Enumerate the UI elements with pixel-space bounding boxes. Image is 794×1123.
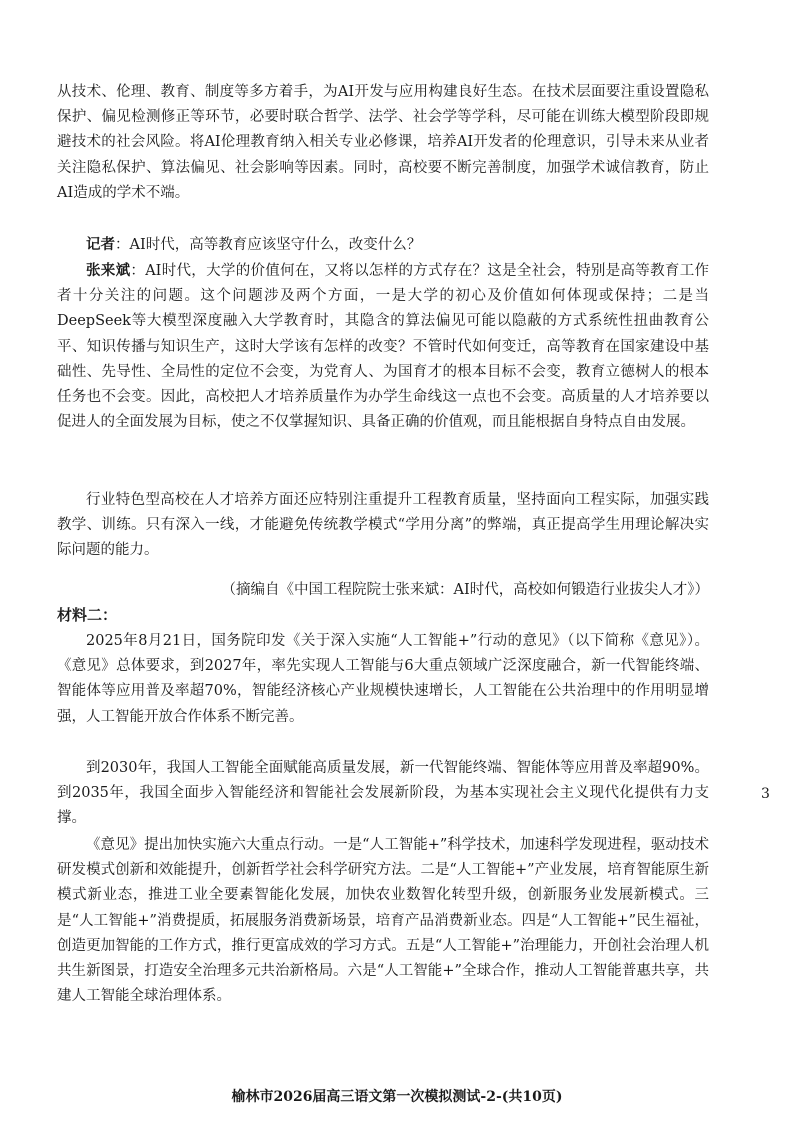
source-citation: （摘编自《中国工程院院士张来斌：AI时代，高校如何锻造行业拔尖人才》） <box>221 582 709 598</box>
material2-paragraph-actions: 《意见》提出加快实施六大重点行动。一是“人工智能+”科学技术，加速科学发现进程，驱动技术研发模式创新和效能提升，创新哲学社会科学研究方法。二是“人工智能+”产业发展，培育智能原生新模式新业态，推进工业全要素智能化发展，加快农业数智化转型升级，创新服务业发展新模式。三是“人工智能+”消费提质，拓展服务消费新场景，培育产品消费新业态。四是“人工智能+”民生福祉，创造更加智能的工作方式，推行更富成效的学习方式。五是“人工智能+”治理能力，开创社会治理人机共生新图景，打造安全治理多元共治新格局。六是“人工智能+”全球合作，推动人工智能普惠共享，共建人工智能全球治理体系。 <box>57 837 709 1005</box>
material2-heading: 材料二： <box>57 606 118 624</box>
material2-paragraph-overview: 2025年8月21日，国务院印发《关于深入实施“人工智能+”行动的意见》（以下简称《意见》）。《意见》总体要求，到2027年，率先实现人工智能与6大重点领域广泛深度融合，新一代智能终端、智能体等应用普及率超70%，智能经济核心产业规模快速增长，人工智能在公共治理中的作用明显增强，人工智能开放合作体系不断完善。 <box>57 633 709 725</box>
answer-text: ：AI时代，大学的价值何在，又将以怎样的方式存在？这是全社会，特别是高等教育工作者十分关注的问题。这个问题涉及两个方面，一是大学的初心及价值如何体现或保持；二是当DeepSeek等大模型深度融入大学教育时，其隐含的算法偏见可能以隐蔽的方式系统性扭曲教育公平、知识传播与知识生产，这时大学该有怎样的改变？不管时代如何变迁，高等教育在国家建设中基础性、先导性、全局性的定位不会变，为党育人、为国育才的根本目标不会变，教育立德树人的根本任务也不会变。因此，高校把人才培养质量作为办学生命线这一点也不会变。高质量的人才培养要以促进人的全面发展为目标，使之不仅掌握知识、具备正确的价值观，而且能根据自身特点自由发展。 <box>57 263 709 431</box>
answer-speaker: 张来斌 <box>86 262 131 279</box>
question-speaker: 记者 <box>86 236 115 253</box>
material1-paragraph-industry: 行业特色型高校在人才培养方面还应特别注重提升工程教育质量，坚持面向工程实际，加强实践教学、训练。只有深入一线，才能避免传统教学模式“学用分离”的弊端，真正提高学生用理论解决实际问题的能力。 <box>57 492 709 559</box>
material1-paragraph-ethics: 从技术、伦理、教育、制度等多方着手，为AI开发与应用构建良好生态。在技术层面要注重设置隐私保护、偏见检测修正等环节，必要时联合哲学、法学、社会学等学科，尽可能在训练大模型阶段即规避技术的社会风险。将AI伦理教育纳入相关专业必修课，培养AI开发者的伦理意识，引导未来从业者关注隐私保护、算法偏见、社会影响等因素。同时，高校要不断完善制度，加强学术诚信教育，防止AI造成的学术不端。 <box>57 84 709 201</box>
margin-mark: 3 <box>761 786 770 802</box>
question-text: ：AI时代，高等教育应该坚守什么，改变什么？ <box>115 237 422 253</box>
material2-paragraph-targets: 到2030年，我国人工智能全面赋能高质量发展，新一代智能终端、智能体等应用普及率超90%。到2035年，我国全面步入智能经济和智能社会发展新阶段，为基本实现社会主义现代化提供有力支撑。 <box>57 760 709 827</box>
page-footer: 榆林市2026届高三语文第一次模拟测试-2-(共10页) <box>231 1089 563 1105</box>
interview-answer <box>57 258 709 435</box>
interview-question <box>57 232 709 258</box>
